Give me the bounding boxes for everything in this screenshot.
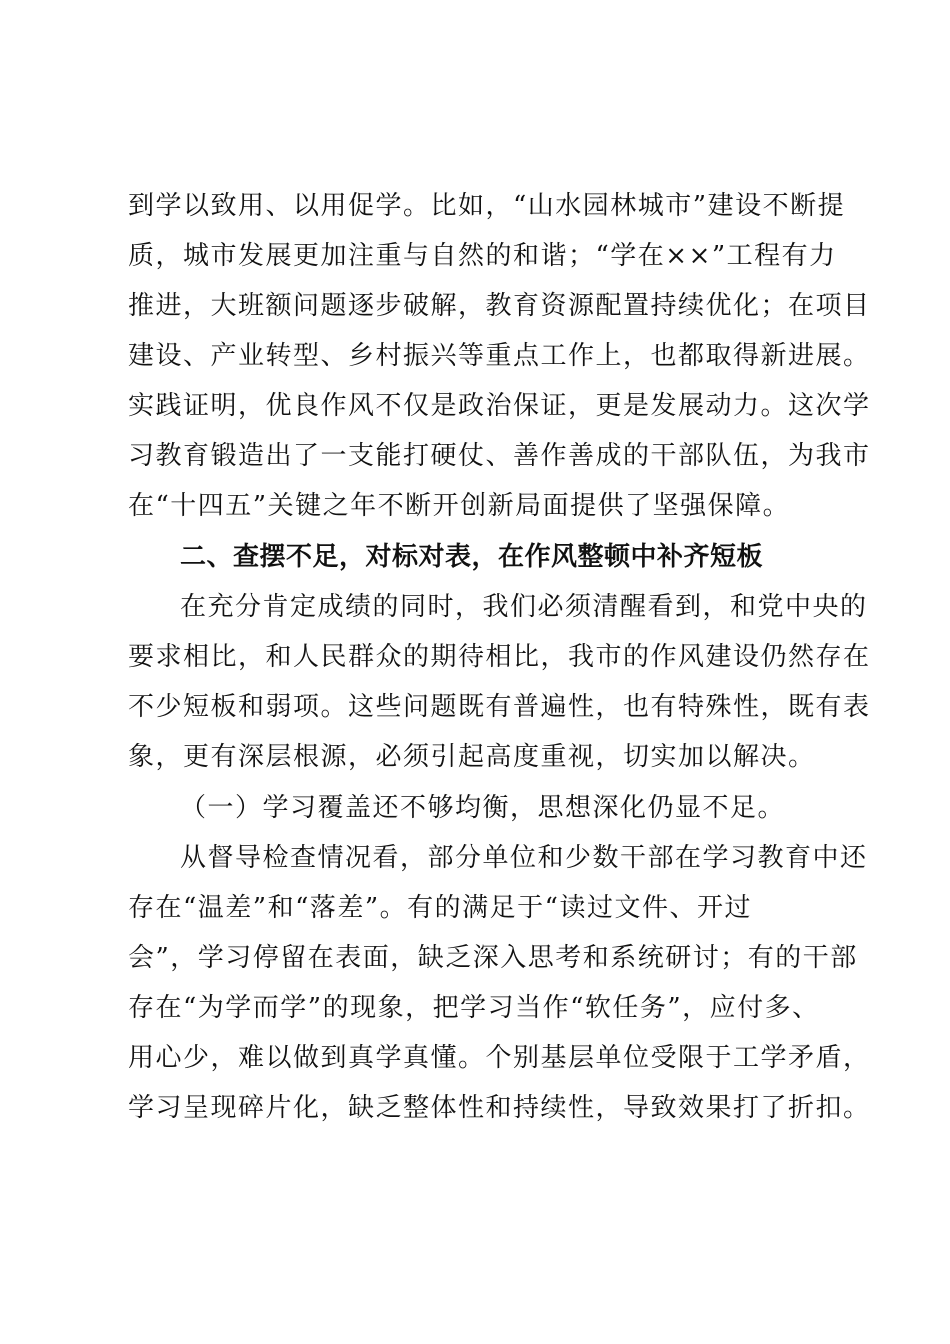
text-line: 用心少，难以做到真学真懂。个别基层单位受限于工学矛盾， bbox=[128, 1043, 871, 1073]
section-heading: 二、查摆不足，对标对表，在作风整顿中补齐短板 bbox=[180, 542, 764, 572]
text-line: 建设、产业转型、乡村振兴等重点工作上，也都取得新进展。 bbox=[128, 341, 871, 371]
text-line: 不少短板和弱项。这些问题既有普遍性，也有特殊性，既有表 bbox=[128, 692, 871, 722]
text-line: 到学以致用、以用促学。比如，“山水园林城市”建设不断提 bbox=[128, 191, 846, 221]
subsection-heading: （一）学习覆盖还不够均衡，思想深化仍显不足。 bbox=[180, 793, 786, 823]
text-line: 在“十四五”关键之年不断开创新局面提供了坚强保障。 bbox=[128, 491, 791, 521]
text-line: 质，城市发展更加注重与自然的和谐；“学在××”工程有力 bbox=[128, 241, 837, 271]
text-line: 要求相比，和人民群众的期待相比，我市的作风建设仍然存在 bbox=[128, 642, 871, 672]
text-line: 习教育锻造出了一支能打硬仗、善作善成的干部队伍，为我市 bbox=[128, 441, 871, 471]
text-line: 从督导检查情况看，部分单位和少数干部在学习教育中还 bbox=[180, 843, 868, 873]
text-line: 会”，学习停留在表面，缺乏深入思考和系统研讨；有的干部 bbox=[128, 943, 858, 973]
text-line: 实践证明，优良作风不仅是政治保证，更是发展动力。这次学 bbox=[128, 391, 871, 421]
text-line: 学习呈现碎片化，缺乏整体性和持续性，导致效果打了折扣。 bbox=[128, 1093, 871, 1123]
text-line: 推进，大班额问题逐步破解，教育资源配置持续优化；在项目 bbox=[128, 291, 871, 321]
text-line: 存在“温差”和“落差”。有的满足于“读过文件、开过 bbox=[128, 893, 752, 923]
text-line: 在充分肯定成绩的同时，我们必须清醒看到，和党中央的 bbox=[180, 592, 868, 622]
text-line: 象，更有深层根源，必须引起高度重视，切实加以解决。 bbox=[128, 742, 816, 772]
text-line: 存在“为学而学”的现象，把学习当作“软任务”，应付多、 bbox=[128, 993, 820, 1023]
